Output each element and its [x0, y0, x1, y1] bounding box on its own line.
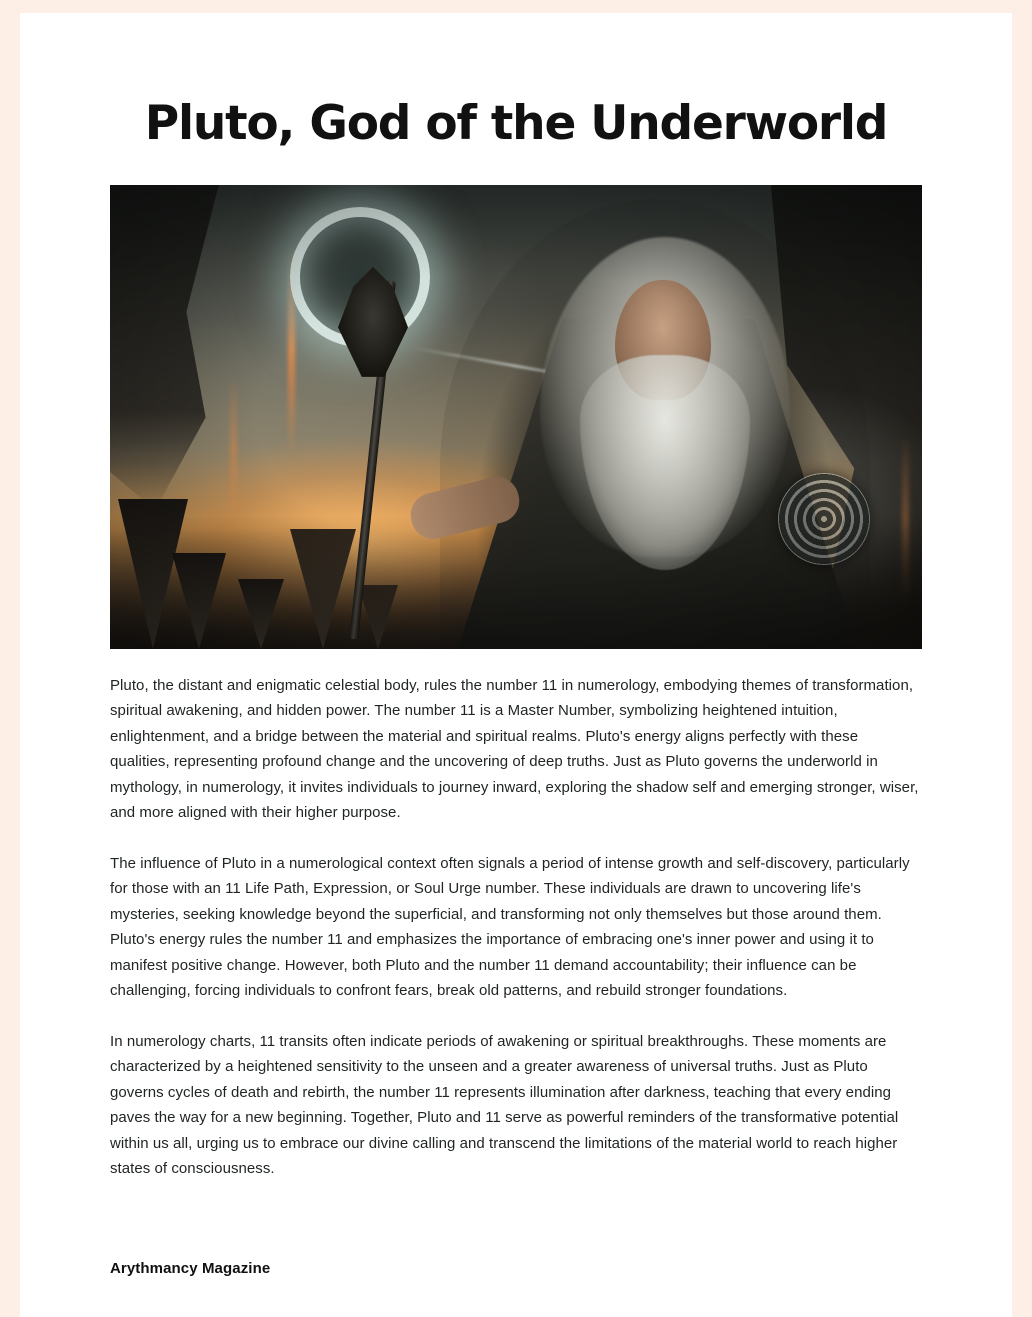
hero-image — [110, 185, 922, 649]
document-page — [20, 13, 1012, 1317]
body-paragraph: In numerology charts, 11 transits often indicate periods of awakening or spiritual breakthroughs. These moments are characterized by a heightened sensitivity to the unseen and a greater awareness of universal truths. Just as Pluto governs cycles of death and rebirth, the number 11 represents illumination after darkness, teaching that every ending paves the way for a new beginning. Together, Pluto and 11 serve as powerful reminders of the transformative potential within us all, urging us to embrace our divine calling and transcend the limitations of the material world to reach higher states of consciousness. — [110, 1032, 899, 1178]
body-paragraph: Pluto, the distant and enigmatic celestial body, rules the number 11 in numerology, embodying themes of transformation, spiritual awakening, and hidden power. The number 11 is a Master Number, symbolizing heightened intuition, enlightenment, and a bridge between the material and spiritual realms. Pluto's energy aligns perfectly with these qualities, representing profound change and the uncovering of deep truths. Just as Pluto governs the underworld in mythology, in numerology, it invites individuals to journey inward, exploring the shadow self and emerging stronger, wiser, and more aligned with their higher purpose. — [110, 676, 919, 822]
page-title: Pluto, God of the Underworld — [144, 96, 888, 151]
footer-publication-name: Arythmancy Magazine — [110, 1259, 271, 1277]
article — [110, 13, 922, 1277]
vignette-overlay — [110, 185, 922, 649]
body-paragraph: The influence of Pluto in a numerological context often signals a period of intense growth and self-discovery, particularly for those with an 11 Life Path, Expression, or Soul Urge number. These individuals are drawn to uncovering life's mysteries, seeking knowledge beyond the superficial, and transforming not only themselves but those around them. Pluto's energy rules the number 11 and emphasizes the importance of embracing one's inner power and using it to manifest positive change. However, both Pluto and the number 11 demand accountability; their influence can be challenging, forcing individuals to confront fears, break old patterns, and rebuild stronger foundations. — [110, 854, 910, 1000]
